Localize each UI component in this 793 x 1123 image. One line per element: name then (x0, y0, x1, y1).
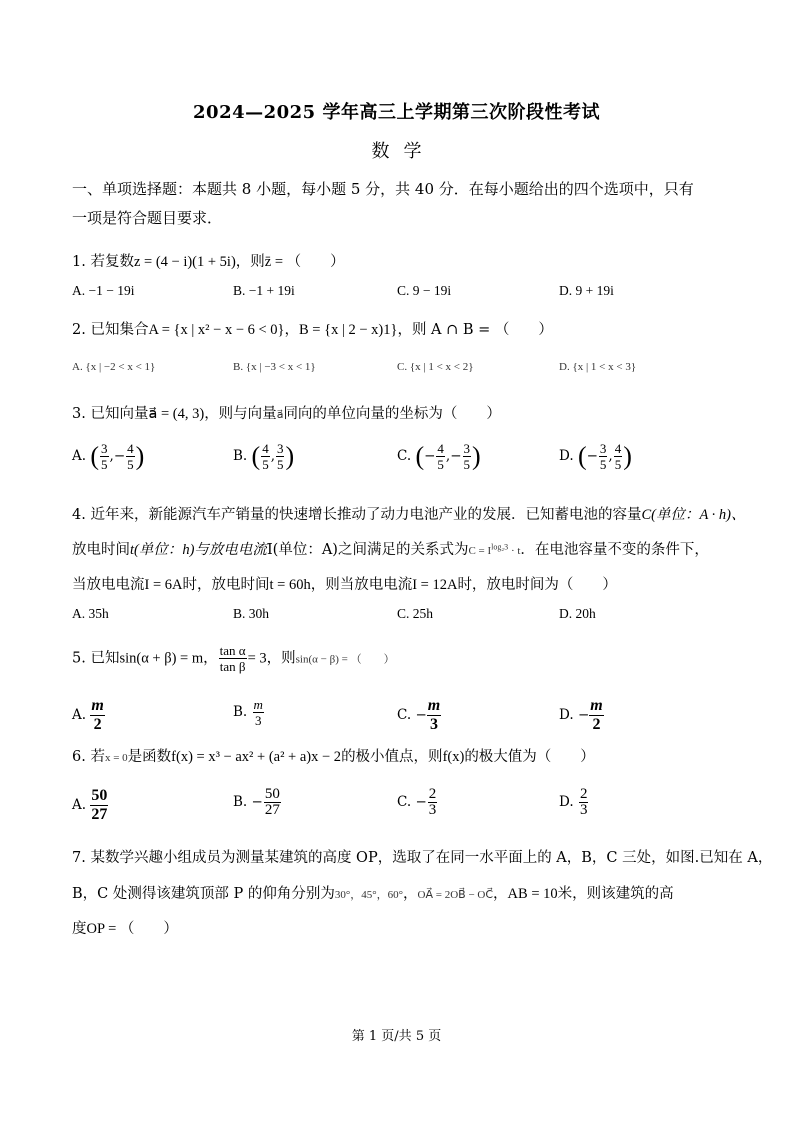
q1-option-d[interactable]: D. 9 + 19i (559, 283, 614, 298)
q2-option-b[interactable]: B. {x | −3 < x < 1} (233, 361, 316, 373)
question-2-stem: 2. 已知集合A = {x | x² − x − 6 < 0}，B = {x | 2 − x)1}，则 A ∩ B = （ ） (72, 322, 553, 338)
q2-option-d[interactable]: D. {x | 1 < x < 3} (559, 361, 637, 373)
question-4-line2: 放电时间t(单位：h)与放电电流I(单位：A)之间满足的关系式为$C = I^{log_23} \cdot t$．在电池容量不变的条件下， (72, 542, 709, 558)
q4-option-d[interactable]: D. 20h (559, 606, 596, 621)
q6-option-c[interactable]: C. − $\frac{2}{3}$ (397, 786, 437, 818)
q4-option-c[interactable]: C. 25h (397, 606, 434, 621)
question-7-line2: B，C 处测得该建筑顶部 P 的仰角分别为30°，45°，60°，OA⃗ = 2OB⃗ − OC⃗，AB = 10米，则该建筑的高 (72, 886, 674, 902)
q5-option-b[interactable]: B. $\frac{m}{3}$ (233, 697, 263, 728)
question-7-line3: 度OP = （ ） (72, 921, 178, 937)
question-7-line1: 7. 某数学兴趣小组成员为测量某建筑的高度 OP，选取了在同一水平面上的 A，B，C 三处，如图.已知在 A， (72, 850, 773, 866)
question-1-stem: 1. 若复数z = (4 − i)(1 + 5i)，则z̄ = （ ） (72, 254, 345, 270)
exam-title: 2024—2025 学年高三上学期第三次阶段性考试 (193, 102, 600, 123)
question-4-line1: 4. 近年来，新能源汽车产销量的快速增长推动了动力电池产业的发展．已知蓄电池的容量C(单位：A · h)、 (72, 507, 746, 523)
q2-set-a: A = {x | x² − x − 6 < 0} (148, 322, 285, 338)
q4-option-b[interactable]: B. 30h (233, 606, 270, 621)
q2-set-b: B = {x | 2 − x)1} (299, 322, 398, 338)
question-3-stem: 3. 已知向量a⃗ = (4, 3)，则与向量a⃗同向的单位向量的坐标为（ ） (72, 406, 501, 422)
q4-formula: $C = I^{log_23} \cdot t$ (468, 542, 521, 557)
q6-option-d[interactable]: D. $\frac{2}{3}$ (559, 786, 588, 818)
q1-option-b[interactable]: B. −1 + 19i (233, 283, 295, 298)
q5-option-d[interactable]: D. − $\frac{m}{2}$ (559, 697, 603, 733)
q6-option-b[interactable]: B. − $\frac{50}{27}$ (233, 786, 280, 818)
page-footer: 第 1 页/共 5 页 (351, 1029, 442, 1044)
q4-option-a[interactable]: A. 35h (72, 606, 109, 621)
q3-option-d[interactable]: D. (− $\frac{3}{5}$ , $\frac{4}{5}$ ) (559, 441, 632, 472)
section-instruction-line2: 一项是符合题目要求． (72, 209, 223, 227)
section-instruction-line1: 一、单项选择题：本题共 8 小题，每小题 5 分，共 40 分．在每小题给出的四个选项中，只有 (72, 180, 694, 198)
q5-option-c[interactable]: C. − $\frac{m}{3}$ (397, 697, 441, 733)
question-6-stem: 6. 若x = 0是函数f(x) = x³ − ax² + (a² + a)x − 2的极小值点，则f(x)的极大值为（ ） (72, 749, 595, 765)
q2-option-c[interactable]: C. {x | 1 < x < 2} (397, 361, 474, 373)
q1-option-c[interactable]: C. 9 − 19i (397, 283, 452, 298)
q3-option-c[interactable]: C. (− $\frac{4}{5}$ ,− $\frac{3}{5}$ ) (397, 441, 481, 472)
q1-option-a[interactable]: A. −1 − 19i (72, 283, 135, 298)
q6-option-a[interactable]: A. $\frac{50}{27}$ (72, 787, 108, 823)
q3-option-b[interactable]: B. ( $\frac{4}{5}$ , $\frac{3}{5}$ ) (233, 441, 295, 472)
subject-title: 数学 (371, 141, 436, 162)
question-5-stem: 5. 已知sin(α + β) = m， $\frac{\text{tan α}}{\text{tan β}}$ = 3，则sin(α − β) = （ ） (72, 643, 395, 674)
question-4-line3: 当放电电流I = 6A时，放电时间t = 60h，则当放电电流I = 12A时，放电时间为（ ） (72, 577, 617, 593)
q2-option-a[interactable]: A. {x | −2 < x < 1} (72, 361, 156, 373)
q5-option-a[interactable]: A. $\frac{m}{2}$ (72, 697, 104, 733)
q3-vector: a⃗ = (4, 3) (148, 406, 205, 422)
q3-option-a[interactable]: A. ( $\frac{3}{5}$ ,− $\frac{4}{5}$ ) (72, 441, 145, 472)
q1-expression: z = (4 − i)(1 + 5i) (133, 254, 236, 270)
